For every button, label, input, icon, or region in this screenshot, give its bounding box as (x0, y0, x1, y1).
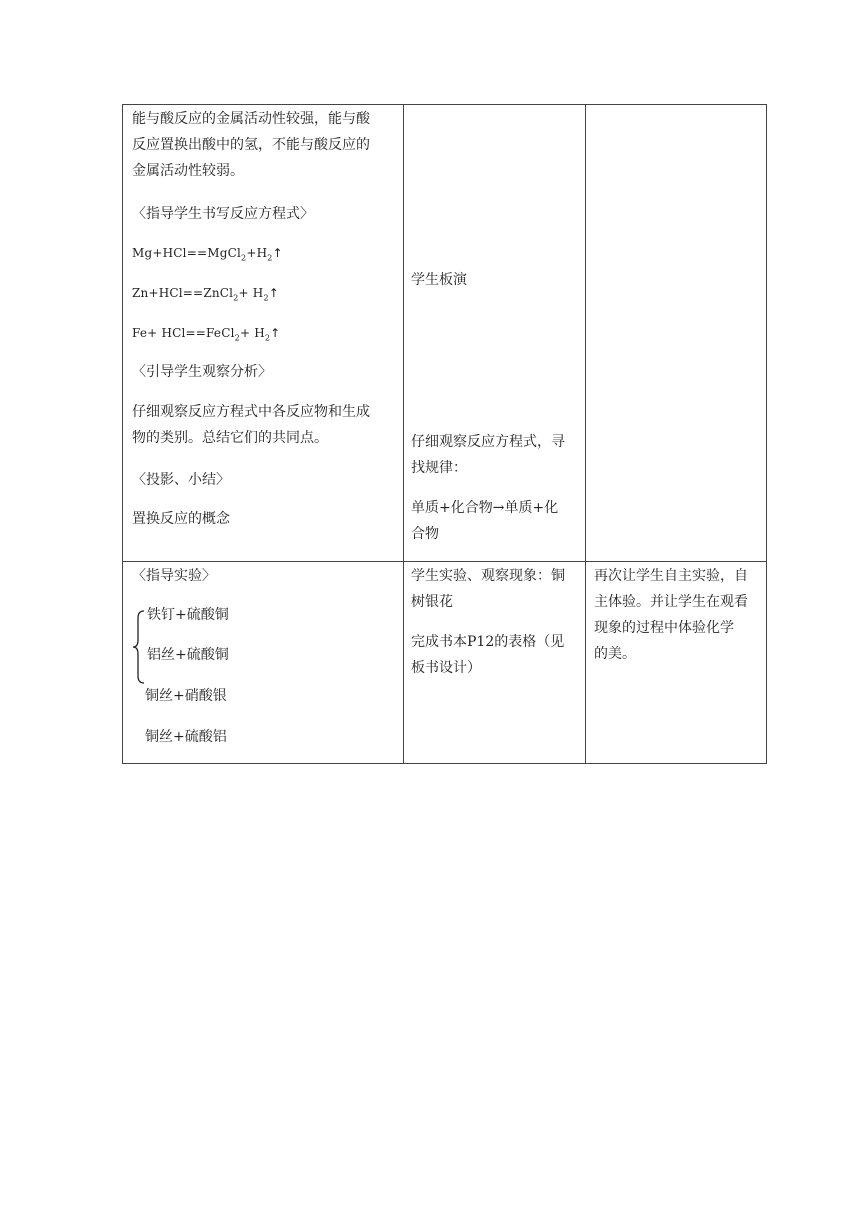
projection-heading: 〈投影、小结〉 (132, 472, 230, 488)
up-arrow-icon: ↑ (268, 286, 279, 300)
book-line: 板书设计） (411, 660, 481, 676)
design-intent-cell (586, 562, 766, 763)
guide-experiment-heading: 〈指导实验〉 (132, 568, 216, 584)
table-row (123, 561, 766, 763)
intent-line: 再次让学生自主实验，自 (594, 568, 748, 584)
curly-brace-icon (132, 610, 146, 684)
guide-observe-heading: 〈引导学生观察分析〉 (132, 364, 272, 380)
teacher-activity-cell (123, 562, 404, 763)
observe-line: 仔细观察反应方程式中各反应物和生成 (132, 404, 370, 420)
rule-line: 合物 (411, 526, 439, 542)
lesson-table (122, 104, 767, 764)
student-line: 学生实验、观察现象：铜 (411, 568, 565, 584)
equation-mg: $Mg+HCl==MgCl_2+H_2↑$ (132, 246, 283, 263)
intent-line: 主体验。并让学生在观看 (594, 594, 748, 610)
observe-line: 物的类别。总结它们的共同点。 (132, 430, 328, 446)
find-line: 仔细观察反应方程式，寻 (411, 434, 565, 450)
experiment-item: 铜丝+硝酸银 (145, 688, 227, 704)
intro-line: 反应置换出酸中的氢，不能与酸反应的 (132, 137, 370, 153)
intent-line: 现象的过程中体验化学 (594, 620, 734, 636)
rule-line: 单质+化合物→单质+化 (411, 500, 559, 516)
experiment-item: 铁钉+硫酸铜 (147, 607, 229, 623)
up-arrow-icon: ↑ (272, 246, 283, 260)
concept-text: 置换反应的概念 (132, 511, 230, 527)
up-arrow-icon: ↑ (270, 326, 281, 340)
equation-zn: Zn+HCl==ZnCl$_2$+ $H_2↑$ (132, 286, 279, 303)
guide-write-heading: 〈指导学生书写反应方程式〉 (132, 206, 314, 222)
student-activity-cell (404, 105, 586, 561)
intro-line: 能与酸反应的金属活动性较强，能与酸 (132, 111, 370, 127)
teacher-activity-cell (123, 105, 404, 561)
student-activity-cell (404, 562, 586, 763)
equation-fe: Fe+ HCl==FeCl$_2$+ $H_2↑$ (132, 326, 281, 343)
experiment-item: 铜丝+硫酸铝 (145, 729, 227, 745)
board-text: 学生板演 (411, 272, 467, 288)
book-line: 完成书本P12的表格（见 (411, 634, 565, 650)
student-line: 树银花 (411, 594, 453, 610)
intro-line: 金属活动性较弱。 (132, 163, 244, 179)
design-intent-cell (586, 105, 766, 561)
find-line: 找规律： (411, 460, 467, 476)
table-row (123, 105, 766, 561)
experiment-item: 铝丝+硫酸铜 (147, 647, 229, 663)
intent-line: 的美。 (594, 646, 636, 662)
